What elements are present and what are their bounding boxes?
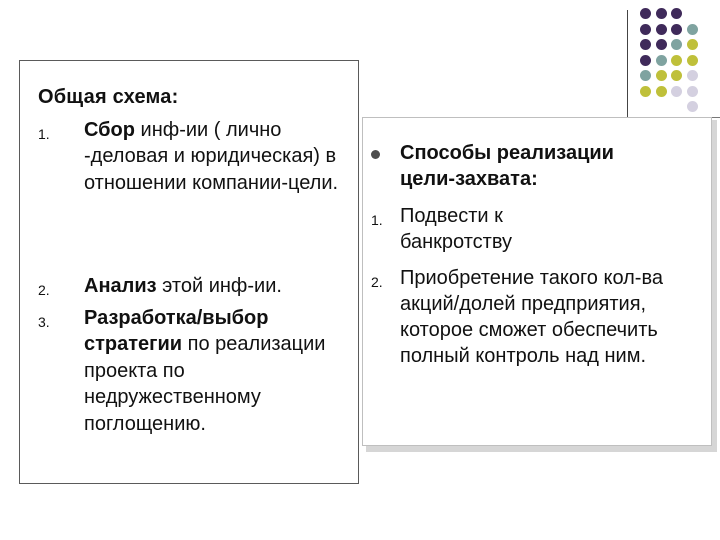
decorative-dot-grid [640,8,720,112]
decorative-dot [671,70,682,81]
right-text-box [362,117,712,446]
list-number: 2. [371,274,383,290]
decorative-dot [687,55,698,66]
decorative-dot [640,24,651,35]
right-list-item-2: Приобретение такого кол-ва акций/долей предприятия, которое сможет обеспечить полный контроль над ним. [400,267,663,367]
decorative-dot [640,8,651,19]
decorative-dot [671,55,682,66]
decorative-dot [687,101,698,112]
decorative-dot [687,24,698,35]
decorative-dot [687,86,698,97]
decorative-dot [656,55,667,66]
list-number: 2. [38,282,50,298]
list-text: Сбор инф-ии ( лично -деловая и юридическая) в отношении компании-цели. [84,119,339,194]
list-number: 3. [38,314,50,330]
left-heading: Общая схема: [38,86,179,108]
decorative-dot [687,39,698,50]
bullet-icon [371,150,380,159]
list-text: Анализ этой инф-ии. [84,275,282,297]
decorative-dot [656,86,667,97]
decorative-dot [687,70,698,81]
decorative-dot [656,8,667,19]
list-number: 1. [38,126,50,142]
decorative-dot [671,24,682,35]
decorative-dot [656,24,667,35]
decorative-dot [671,39,682,50]
list-number: 1. [371,212,383,228]
decorative-dot [640,86,651,97]
left-text-box [19,60,359,484]
decorative-dot [656,39,667,50]
right-heading: Способы реализации цели-захвата: [400,142,614,190]
right-list-item-1: Подвести к банкротству [400,205,513,253]
decorative-dot [640,55,651,66]
list-text: Разработка/выбор стратегии по реализации проекта по недружественному поглощению. [84,307,326,435]
decorative-dot [671,86,682,97]
decorative-dot [656,70,667,81]
decorative-dot [640,70,651,81]
decorative-vertical-line [627,10,628,132]
decorative-dot [671,8,682,19]
decorative-dot [640,39,651,50]
